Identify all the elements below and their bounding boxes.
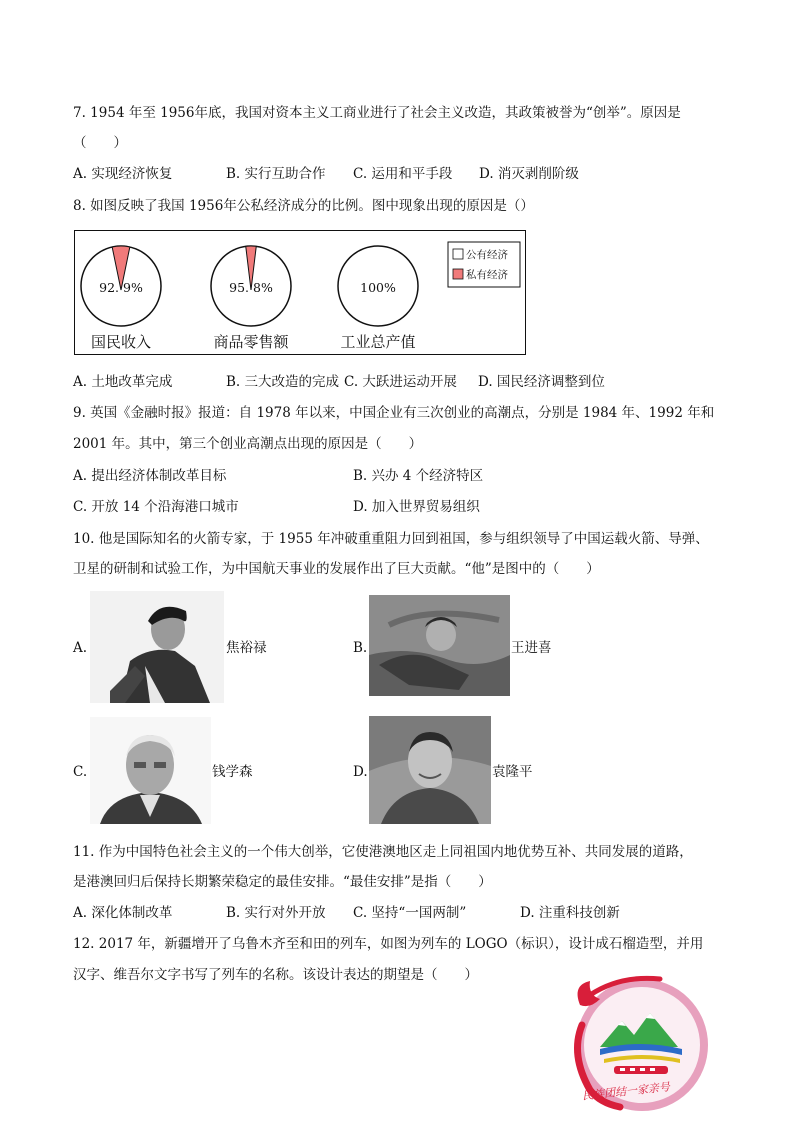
q9-option-a[interactable]: A. 提出经济体制改革目标 — [73, 468, 227, 484]
q8-option-c[interactable]: C. 大跃进运动开展 — [344, 374, 457, 390]
pie-chart-svg — [75, 231, 524, 353]
logo-slogan: 民族团结一家亲号 — [581, 1080, 671, 1103]
q10-option-d-letter[interactable]: D. — [353, 764, 368, 780]
q9-option-c[interactable]: C. 开放 14 个沿海港口城市 — [73, 499, 239, 515]
pie-value-label: 92. 9% — [99, 280, 143, 295]
pie-chart-figure — [74, 230, 526, 355]
pie-value-label: 100% — [360, 280, 396, 295]
q8-option-a[interactable]: A. 土地改革完成 — [73, 374, 173, 390]
portrait-photo-a[interactable] — [90, 591, 224, 703]
q10-option-c-letter[interactable]: C. — [73, 764, 88, 780]
pie-3 — [338, 246, 418, 351]
q7-option-c[interactable]: C. 运用和平手段 — [353, 166, 453, 182]
q11-option-c[interactable]: C. 坚持“一国两制” — [353, 905, 467, 921]
q7-option-b[interactable]: B. 实行互助合作 — [226, 166, 326, 182]
legend-label: 公有经济 — [466, 249, 508, 261]
legend-label: 私有经济 — [466, 269, 508, 281]
q11-option-d[interactable]: D. 注重科技创新 — [520, 905, 620, 921]
q9-option-d[interactable]: D. 加入世界贸易组织 — [353, 499, 480, 515]
legend-swatch — [453, 249, 463, 259]
portrait-photo-b[interactable] — [369, 595, 510, 696]
train-logo — [560, 965, 720, 1117]
q8-option-b[interactable]: B. 三大改造的完成 — [226, 374, 340, 390]
q12-stem-line1: 12. 2017 年，新疆增开了乌鲁木齐至和田的列车，如图为列车的 LOGO（标识），设计成石榴造型，并用 — [73, 936, 704, 952]
pie-2 — [211, 246, 291, 351]
q8-stem: 8. 如图反映了我国 1956年公私经济成分的比例。图中现象出现的原因是（） — [73, 198, 534, 214]
q10-option-a-letter[interactable]: A. — [73, 640, 88, 656]
q10-option-b-letter[interactable]: B. — [353, 640, 368, 656]
q8-option-d[interactable]: D. 国民经济调整到位 — [478, 374, 605, 390]
q11-stem-line2: 是港澳回归后保持长期繁荣稳定的最佳安排。“最佳安排”是指（ ） — [73, 874, 492, 890]
q10-stem-line2: 卫星的研制和试验工作，为中国航天事业的发展作出了巨大贡献。“他”是图中的（ ） — [73, 561, 600, 577]
legend-swatch — [453, 269, 463, 279]
q10-option-a-name: 焦裕禄 — [226, 640, 267, 656]
q11-option-b[interactable]: B. 实行对外开放 — [226, 905, 326, 921]
pie-category-label: 国民收入 — [90, 333, 152, 351]
q9-stem-line2: 2001 年。其中，第三个创业高潮点出现的原因是（ ） — [73, 436, 423, 452]
q11-option-a[interactable]: A. 深化体制改革 — [73, 905, 173, 921]
q7-option-a[interactable]: A. 实现经济恢复 — [73, 166, 173, 182]
q10-option-d-name: 袁隆平 — [492, 764, 533, 780]
pie-1 — [81, 246, 161, 351]
q7-answer-paren: （ ） — [73, 135, 127, 151]
pie-value-label: 95. 8% — [229, 280, 273, 295]
chart-legend — [448, 242, 520, 287]
q10-option-c-name: 钱学森 — [212, 764, 253, 780]
pie-category-label: 工业总产值 — [340, 333, 416, 351]
q7-stem: 7. 1954 年至 1956年底，我国对资本主义工商业进行了社会主义改造，其政策被誉为“创举”。原因是 — [73, 105, 681, 121]
q11-stem-line1: 11. 作为中国特色社会主义的一个伟大创举，它使港澳地区走上同祖国内地优势互补、共同发展的道路， — [73, 844, 693, 860]
q12-stem-line2: 汉字、维吾尔文字书写了列车的名称。该设计表达的期望是（ ） — [73, 967, 478, 983]
pie-category-label: 商品零售额 — [213, 333, 289, 351]
q10-option-b-name: 王进喜 — [511, 640, 552, 656]
q10-stem-line1: 10. 他是国际知名的火箭专家，于 1955 年冲破重重阻力回到祖国，参与组织领导了中国运载火箭、导弹、 — [73, 531, 709, 547]
q7-option-d[interactable]: D. 消灭剥削阶级 — [479, 166, 579, 182]
portrait-photo-c[interactable] — [90, 717, 211, 824]
portrait-photo-d[interactable] — [369, 716, 491, 824]
q9-option-b[interactable]: B. 兴办 4 个经济特区 — [353, 468, 484, 484]
q9-stem-line1: 9. 英国《金融时报》报道：自 1978 年以来，中国企业有三次创业的高潮点，分别是 1984 年、1992 年和 — [73, 405, 715, 421]
